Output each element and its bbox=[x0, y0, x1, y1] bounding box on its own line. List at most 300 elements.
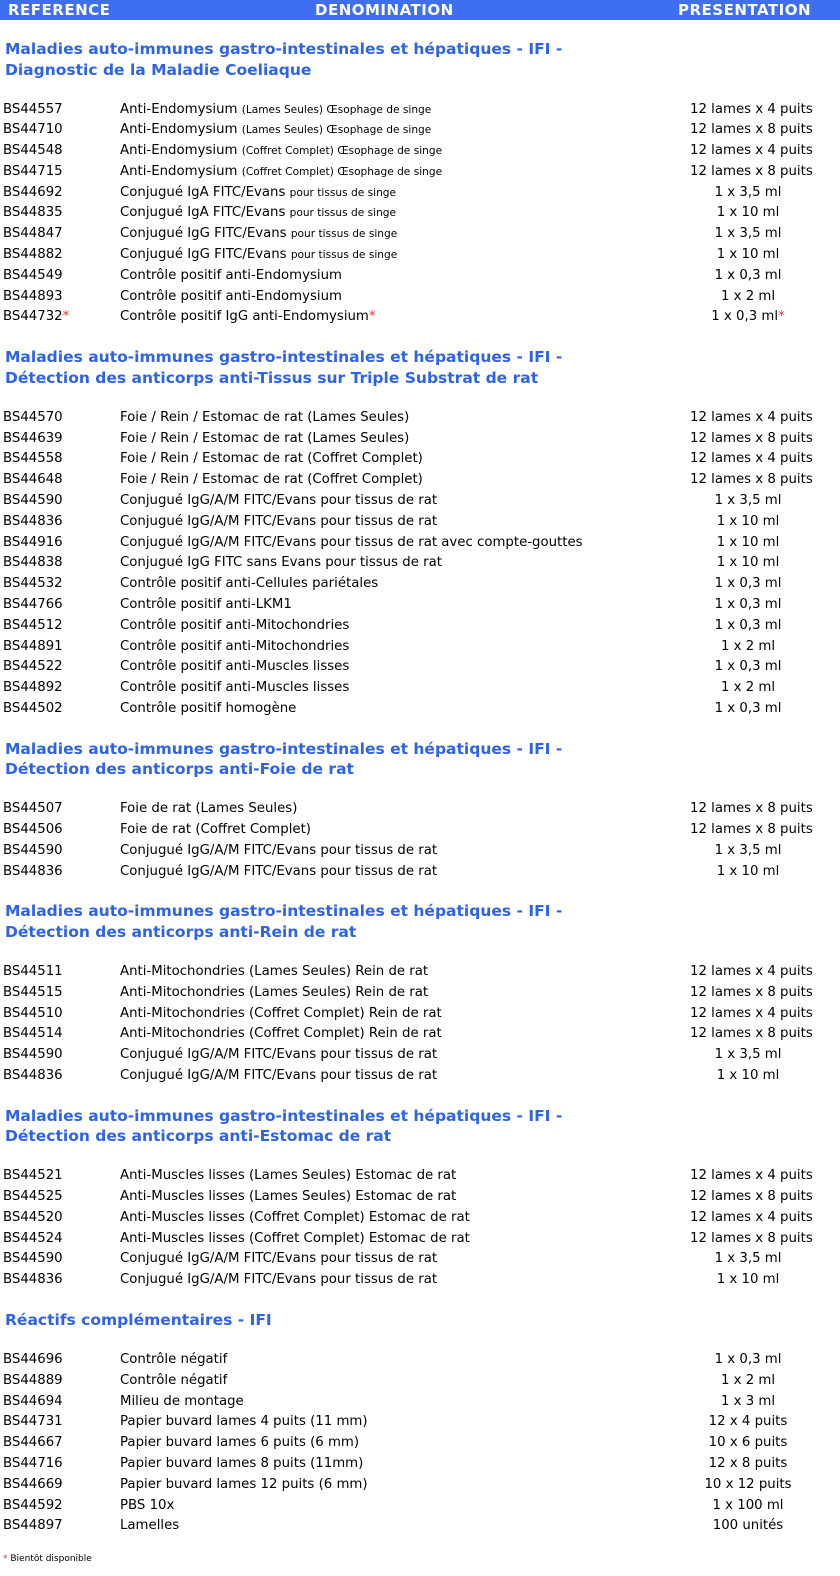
presentation-text: 1 x 10 ml bbox=[716, 534, 780, 550]
presentation-cell bbox=[690, 1475, 806, 1496]
reference-cell bbox=[3, 637, 63, 658]
denomination-text: Foie de rat (Coffret Complet) bbox=[120, 822, 311, 838]
section-title-line-1: Maladies auto-immunes gastro-intestinales et hépatiques - IFI - bbox=[5, 348, 563, 367]
denomination-text: Contrôle positif anti-Muscles lisses bbox=[120, 680, 350, 696]
presentation-text: 1 x 3,5 ml bbox=[714, 842, 782, 858]
denomination-cell bbox=[120, 1066, 437, 1087]
reference-code: BS44836 bbox=[3, 513, 63, 529]
section-title-line-2: Détection des anticorps anti-Foie de rat bbox=[5, 760, 354, 779]
reference-cell bbox=[3, 141, 63, 162]
presentation-cell bbox=[690, 307, 806, 328]
table-row bbox=[0, 574, 840, 595]
presentation-text: 1 x 0,3 ml bbox=[714, 617, 782, 633]
presentation-text: 1 x 3,5 ml bbox=[714, 492, 782, 508]
table-row bbox=[0, 141, 840, 162]
table-row bbox=[0, 429, 840, 450]
presentation-text: 1 x 0,3 ml bbox=[714, 576, 782, 592]
reference-code: BS44590 bbox=[3, 1251, 63, 1267]
reference-code: BS44893 bbox=[3, 288, 63, 304]
reference-code: BS44548 bbox=[3, 143, 63, 159]
reference-cell bbox=[3, 1045, 63, 1066]
presentation-text: 1 x 0,3 ml bbox=[711, 309, 779, 325]
presentation-cell bbox=[690, 1045, 806, 1066]
table-row bbox=[0, 1187, 840, 1208]
reference-cell bbox=[3, 1166, 63, 1187]
presentation-text: 12 lames x 4 puits bbox=[690, 143, 813, 159]
table-row bbox=[0, 533, 840, 554]
reference-code: BS44570 bbox=[3, 409, 63, 425]
table-row bbox=[0, 1350, 840, 1371]
reference-cell bbox=[3, 1371, 63, 1392]
presentation-text: 1 x 10 ml bbox=[716, 205, 780, 221]
presentation-cell bbox=[690, 595, 806, 616]
reference-cell bbox=[3, 799, 63, 820]
table-row bbox=[0, 245, 840, 266]
presentation-cell bbox=[690, 699, 806, 720]
reference-cell bbox=[3, 841, 63, 862]
reference-cell bbox=[3, 1475, 63, 1496]
presentation-text: 1 x 10 ml bbox=[716, 513, 780, 529]
presentation-text: 12 lames x 4 puits bbox=[690, 1209, 813, 1225]
presentation-cell bbox=[690, 1350, 806, 1371]
footnote-star: * bbox=[3, 1554, 8, 1564]
table-row bbox=[0, 962, 840, 983]
denomination-text: Contrôle positif anti-Endomysium bbox=[120, 267, 342, 283]
presentation-text: 1 x 10 ml bbox=[716, 1067, 780, 1083]
table-row bbox=[0, 1371, 840, 1392]
table-row bbox=[0, 657, 840, 678]
presentation-cell bbox=[690, 841, 806, 862]
table-row bbox=[0, 1475, 840, 1496]
reference-cell bbox=[3, 1454, 63, 1475]
reference-cell bbox=[3, 862, 63, 883]
reference-cell bbox=[3, 1024, 63, 1045]
product-list bbox=[0, 20, 840, 1537]
denomination-cell bbox=[120, 266, 342, 287]
reference-code: BS44715 bbox=[3, 163, 63, 179]
denomination-text: Conjugué IgG/A/M FITC/Evans pour tissus de rat bbox=[120, 1251, 438, 1267]
presentation-cell bbox=[690, 1024, 813, 1045]
presentation-text: 12 lames x 8 puits bbox=[690, 984, 813, 1000]
reference-code: BS44521 bbox=[3, 1168, 63, 1184]
presentation-cell bbox=[690, 1270, 806, 1291]
table-row bbox=[0, 1024, 840, 1045]
presentation-cell bbox=[690, 637, 806, 658]
table-row bbox=[0, 1392, 840, 1413]
reference-code: BS44731 bbox=[3, 1414, 63, 1430]
denomination-cell bbox=[120, 1412, 368, 1433]
presentation-cell bbox=[690, 553, 806, 574]
reference-cell bbox=[3, 512, 63, 533]
section-title-line-1: Maladies auto-immunes gastro-intestinales et hépatiques - IFI - bbox=[5, 40, 563, 58]
reference-cell bbox=[3, 657, 63, 678]
section-title-line-2: Détection des anticorps anti-Rein de rat bbox=[5, 922, 357, 941]
table-row bbox=[0, 470, 840, 491]
presentation-cell bbox=[690, 408, 813, 429]
denomination-cell bbox=[120, 449, 423, 470]
presentation-cell bbox=[690, 1454, 806, 1475]
denomination-cell bbox=[120, 699, 296, 720]
presentation-text: 1 x 2 ml bbox=[720, 288, 776, 304]
reference-cell bbox=[3, 678, 63, 699]
reference-cell bbox=[3, 470, 63, 491]
presentation-cell bbox=[690, 245, 806, 266]
presentation-cell bbox=[690, 1229, 813, 1250]
denomination-cell bbox=[120, 533, 583, 554]
denomination-cell bbox=[120, 1045, 437, 1066]
denomination-text: Contrôle positif IgG anti-Endomysium bbox=[120, 309, 369, 325]
presentation-text: 1 x 0,3 ml bbox=[714, 267, 782, 283]
presentation-cell bbox=[690, 678, 806, 699]
table-row bbox=[0, 820, 840, 841]
denomination-text: Contrôle négatif bbox=[120, 1372, 228, 1388]
reference-code: BS44558 bbox=[3, 451, 63, 467]
denomination-text: Conjugué IgG/A/M FITC/Evans pour tissus de rat bbox=[120, 1047, 438, 1063]
reference-code: BS44892 bbox=[3, 680, 63, 696]
reference-cell bbox=[3, 1066, 63, 1087]
reference-code: BS44667 bbox=[3, 1435, 63, 1451]
section-title bbox=[0, 1087, 840, 1147]
denomination-cell bbox=[120, 429, 409, 450]
reference-cell bbox=[3, 616, 63, 637]
table-row bbox=[0, 100, 840, 121]
denomination-cell bbox=[120, 862, 437, 883]
denomination-text: Contrôle positif anti-Mitochondries bbox=[120, 617, 350, 633]
denomination-text: Papier buvard lames 4 puits (11 mm) bbox=[120, 1414, 368, 1430]
section-title-line-2: Détection des anticorps anti-Tissus sur Triple Substrat de rat bbox=[5, 368, 539, 387]
table-row bbox=[0, 1004, 840, 1025]
presentation-text: 10 x 6 puits bbox=[708, 1435, 788, 1451]
denomination-text: Anti-Muscles lisses (Lames Seules) Estomac de rat bbox=[120, 1168, 457, 1184]
availability-star: * bbox=[368, 309, 376, 325]
presentation-cell bbox=[690, 1208, 813, 1229]
reference-code: BS44524 bbox=[3, 1230, 63, 1246]
section-title-line-2: Détection des anticorps anti-Estomac de rat bbox=[5, 1127, 392, 1146]
table-row bbox=[0, 408, 840, 429]
reference-code: BS44522 bbox=[3, 659, 63, 675]
presentation-cell bbox=[690, 820, 813, 841]
reference-code: BS44836 bbox=[3, 1067, 63, 1083]
denomination-cell bbox=[120, 1208, 470, 1229]
denomination-text: PBS 10x bbox=[120, 1497, 175, 1513]
denomination-text: Anti-Mitochondries (Coffret Complet) Rein de rat bbox=[120, 1005, 442, 1021]
denomination-text: Contrôle positif anti-Cellules pariétales bbox=[120, 576, 379, 592]
table-row bbox=[0, 799, 840, 820]
reference-code: BS44891 bbox=[3, 638, 63, 654]
table-row bbox=[0, 162, 840, 183]
reference-code: BS44549 bbox=[3, 267, 63, 283]
reference-cell bbox=[3, 533, 63, 554]
availability-star: * bbox=[62, 309, 70, 325]
denomination-detail: (Lames Seules) Œsophage de singe bbox=[241, 124, 432, 137]
reference-cell bbox=[3, 1187, 63, 1208]
reference-code: BS44510 bbox=[3, 1005, 63, 1021]
presentation-cell bbox=[690, 1249, 806, 1270]
presentation-text: 1 x 100 ml bbox=[712, 1497, 784, 1513]
denomination-cell bbox=[120, 1475, 368, 1496]
denomination-text: Anti-Mitochondries (Lames Seules) Rein de rat bbox=[120, 963, 429, 979]
reference-cell bbox=[3, 120, 63, 141]
denomination-text: Conjugué IgG/A/M FITC/Evans pour tissus de rat bbox=[120, 863, 438, 879]
section-title-line-1: Maladies auto-immunes gastro-intestinales et hépatiques - IFI - bbox=[5, 739, 563, 758]
table-row bbox=[0, 616, 840, 637]
presentation-cell bbox=[690, 512, 806, 533]
reference-cell bbox=[3, 553, 63, 574]
reference-code: BS44836 bbox=[3, 863, 63, 879]
reference-code: BS44592 bbox=[3, 1497, 63, 1513]
denomination-detail: (Lames Seules) Œsophage de singe bbox=[241, 103, 432, 116]
denomination-cell bbox=[120, 120, 431, 141]
denomination-cell bbox=[120, 799, 297, 820]
footnote bbox=[3, 1553, 92, 1565]
reference-code: BS44511 bbox=[3, 963, 63, 979]
product-section bbox=[0, 1291, 840, 1537]
presentation-text: 1 x 0,3 ml bbox=[714, 700, 782, 716]
denomination-text: Contrôle positif anti-Endomysium bbox=[120, 288, 342, 304]
product-section bbox=[0, 328, 840, 719]
reference-cell bbox=[3, 429, 63, 450]
reference-code: BS44507 bbox=[3, 801, 63, 817]
denomination-cell bbox=[120, 491, 437, 512]
presentation-text: 12 lames x 8 puits bbox=[690, 472, 813, 488]
table-row bbox=[0, 307, 840, 328]
presentation-text: 12 lames x 8 puits bbox=[690, 122, 813, 138]
reference-cell bbox=[3, 1433, 63, 1454]
table-header-bar bbox=[0, 0, 840, 20]
reference-code: BS44766 bbox=[3, 596, 63, 612]
reference-cell bbox=[3, 962, 63, 983]
presentation-text: 1 x 2 ml bbox=[720, 638, 776, 654]
presentation-cell bbox=[690, 1412, 806, 1433]
denomination-text: Anti-Endomysium bbox=[120, 163, 238, 179]
reference-cell bbox=[3, 983, 63, 1004]
table-row bbox=[0, 449, 840, 470]
reference-cell bbox=[3, 1004, 63, 1025]
denomination-text: Milieu de montage bbox=[120, 1393, 244, 1409]
reference-cell bbox=[3, 1496, 63, 1517]
denomination-text: Foie de rat (Lames Seules) bbox=[120, 801, 298, 817]
denomination-text: Anti-Muscles lisses (Coffret Complet) Estomac de rat bbox=[120, 1209, 470, 1225]
table-row bbox=[0, 1066, 840, 1087]
table-row bbox=[0, 512, 840, 533]
denomination-cell bbox=[120, 470, 423, 491]
presentation-cell bbox=[690, 1433, 806, 1454]
denomination-cell bbox=[120, 595, 292, 616]
table-row bbox=[0, 203, 840, 224]
reference-code: BS44525 bbox=[3, 1188, 63, 1204]
table-row bbox=[0, 1045, 840, 1066]
reference-cell bbox=[3, 287, 63, 308]
presentation-cell bbox=[690, 429, 813, 450]
presentation-cell bbox=[690, 1066, 806, 1087]
presentation-text: 1 x 0,3 ml bbox=[714, 596, 782, 612]
presentation-text: 12 lames x 4 puits bbox=[690, 101, 813, 117]
presentation-text: 1 x 2 ml bbox=[720, 680, 776, 696]
column-header-denomination: DENOMINATION bbox=[315, 1, 454, 19]
section-title bbox=[0, 1291, 840, 1331]
denomination-text: Foie / Rein / Estomac de rat (Coffret Complet) bbox=[120, 472, 423, 488]
denomination-cell bbox=[120, 1392, 244, 1413]
denomination-text: Anti-Endomysium bbox=[120, 101, 238, 117]
column-header-reference: REFERENCE bbox=[8, 1, 111, 19]
presentation-text: 1 x 3,5 ml bbox=[714, 226, 782, 242]
reference-code: BS44532 bbox=[3, 576, 63, 592]
table-row bbox=[0, 862, 840, 883]
denomination-cell bbox=[120, 183, 396, 204]
presentation-text: 1 x 2 ml bbox=[720, 1372, 776, 1388]
presentation-cell bbox=[690, 616, 806, 637]
reference-code: BS44506 bbox=[3, 822, 63, 838]
reference-cell bbox=[3, 574, 63, 595]
section-title-line-2: Diagnostic de la Maladie Coeliaque bbox=[5, 60, 312, 79]
denomination-text: Conjugué IgG/A/M FITC/Evans pour tissus de rat bbox=[120, 513, 438, 529]
denomination-text: Lamelles bbox=[120, 1518, 180, 1534]
presentation-text: 12 lames x 4 puits bbox=[690, 1005, 813, 1021]
table-row bbox=[0, 553, 840, 574]
denomination-text: Conjugué IgG/A/M FITC/Evans pour tissus de rat bbox=[120, 492, 438, 508]
table-row bbox=[0, 120, 840, 141]
presentation-text: 1 x 3,5 ml bbox=[714, 1251, 782, 1267]
reference-code: BS44897 bbox=[3, 1518, 63, 1534]
reference-code: BS44639 bbox=[3, 430, 63, 446]
reference-cell bbox=[3, 408, 63, 429]
presentation-cell bbox=[690, 1496, 806, 1517]
denomination-text: Conjugué IgA FITC/Evans bbox=[120, 205, 286, 221]
presentation-text: 12 lames x 4 puits bbox=[690, 963, 813, 979]
denomination-detail: pour tissus de singe bbox=[290, 249, 398, 262]
section-title bbox=[0, 20, 840, 80]
reference-code: BS44847 bbox=[3, 226, 63, 242]
presentation-text: 1 x 3 ml bbox=[720, 1393, 776, 1409]
denomination-text: Foie / Rein / Estomac de rat (Lames Seules) bbox=[120, 430, 410, 446]
denomination-text: Conjugué IgG/A/M FITC/Evans pour tissus de rat bbox=[120, 1272, 438, 1288]
reference-cell bbox=[3, 100, 63, 121]
denomination-text: Contrôle positif anti-LKM1 bbox=[120, 596, 292, 612]
reference-code: BS44590 bbox=[3, 1047, 63, 1063]
reference-cell bbox=[3, 1516, 63, 1537]
reference-code: BS44648 bbox=[3, 472, 63, 488]
reference-cell bbox=[3, 1270, 63, 1291]
denomination-text: Conjugué IgG FITC/Evans bbox=[120, 247, 287, 263]
denomination-cell bbox=[120, 1454, 363, 1475]
denomination-cell bbox=[120, 203, 396, 224]
table-row bbox=[0, 1516, 840, 1537]
denomination-cell bbox=[120, 307, 376, 328]
denomination-text: Anti-Endomysium bbox=[120, 143, 238, 159]
section-title bbox=[0, 720, 840, 780]
presentation-cell bbox=[690, 266, 806, 287]
denomination-cell bbox=[120, 245, 397, 266]
table-row bbox=[0, 287, 840, 308]
reference-cell bbox=[3, 224, 63, 245]
presentation-cell bbox=[690, 287, 806, 308]
presentation-cell bbox=[690, 449, 813, 470]
reference-code: BS44916 bbox=[3, 534, 63, 550]
denomination-cell bbox=[120, 678, 349, 699]
denomination-cell bbox=[120, 1496, 174, 1517]
denomination-cell bbox=[120, 287, 342, 308]
denomination-text: Contrôle positif homogène bbox=[120, 700, 297, 716]
denomination-detail: pour tissus de singe bbox=[289, 207, 397, 220]
presentation-text: 1 x 3,5 ml bbox=[714, 1047, 782, 1063]
presentation-text: 1 x 0,3 ml bbox=[714, 1351, 782, 1367]
presentation-text: 1 x 0,3 ml bbox=[714, 659, 782, 675]
denomination-cell bbox=[120, 1350, 227, 1371]
denomination-cell bbox=[120, 408, 409, 429]
presentation-text: 1 x 10 ml bbox=[716, 1272, 780, 1288]
reference-cell bbox=[3, 699, 63, 720]
reference-code: BS44838 bbox=[3, 555, 63, 571]
presentation-text: 1 x 10 ml bbox=[716, 555, 780, 571]
denomination-cell bbox=[120, 1187, 456, 1208]
column-header-presentation: PRESENTATION bbox=[678, 1, 812, 19]
presentation-cell bbox=[690, 183, 806, 204]
reference-code: BS44557 bbox=[3, 101, 63, 117]
footnote-text: Bientôt disponible bbox=[10, 1554, 92, 1564]
presentation-cell bbox=[690, 1187, 813, 1208]
presentation-text: 12 lames x 8 puits bbox=[690, 822, 813, 838]
presentation-text: 1 x 10 ml bbox=[716, 863, 780, 879]
reference-cell bbox=[3, 183, 63, 204]
presentation-cell bbox=[690, 141, 813, 162]
denomination-cell bbox=[120, 1249, 437, 1270]
table-row bbox=[0, 266, 840, 287]
denomination-cell bbox=[120, 1004, 442, 1025]
table-row bbox=[0, 699, 840, 720]
presentation-text: 12 lames x 4 puits bbox=[690, 1168, 813, 1184]
denomination-cell bbox=[120, 553, 442, 574]
reference-cell bbox=[3, 307, 69, 328]
presentation-text: 12 lames x 8 puits bbox=[690, 163, 813, 179]
denomination-cell bbox=[120, 141, 442, 162]
denomination-cell bbox=[120, 820, 311, 841]
denomination-cell bbox=[120, 637, 349, 658]
denomination-text: Anti-Muscles lisses (Coffret Complet) Estomac de rat bbox=[120, 1230, 470, 1246]
presentation-cell bbox=[690, 1166, 813, 1187]
presentation-cell bbox=[690, 1516, 806, 1537]
reference-code: BS44692 bbox=[3, 184, 63, 200]
table-row bbox=[0, 1496, 840, 1517]
presentation-cell bbox=[690, 162, 813, 183]
availability-star: * bbox=[778, 309, 785, 325]
presentation-text: 12 x 4 puits bbox=[708, 1414, 788, 1430]
reference-code: BS44514 bbox=[3, 1026, 63, 1042]
reference-cell bbox=[3, 1249, 63, 1270]
denomination-text: Conjugué IgG/A/M FITC/Evans pour tissus de rat bbox=[120, 842, 438, 858]
denomination-cell bbox=[120, 962, 428, 983]
table-row bbox=[0, 224, 840, 245]
presentation-cell bbox=[690, 1392, 806, 1413]
section-title-line-1: Maladies auto-immunes gastro-intestinales et hépatiques - IFI - bbox=[5, 902, 563, 921]
presentation-text: 10 x 12 puits bbox=[704, 1476, 792, 1492]
presentation-text: 100 unités bbox=[712, 1518, 784, 1534]
presentation-cell bbox=[690, 574, 806, 595]
denomination-text: Anti-Endomysium bbox=[120, 122, 238, 138]
reference-code: BS44590 bbox=[3, 492, 63, 508]
presentation-cell bbox=[690, 224, 806, 245]
reference-cell bbox=[3, 245, 63, 266]
reference-code: BS44502 bbox=[3, 700, 63, 716]
reference-code: BS44512 bbox=[3, 617, 63, 633]
reference-code: BS44590 bbox=[3, 842, 63, 858]
reference-code: BS44732 bbox=[3, 309, 63, 325]
presentation-cell bbox=[690, 100, 813, 121]
presentation-cell bbox=[690, 1004, 813, 1025]
presentation-cell bbox=[690, 120, 813, 141]
denomination-detail: (Coffret Complet) Œsophage de singe bbox=[241, 165, 443, 178]
reference-cell bbox=[3, 595, 63, 616]
section-title bbox=[0, 328, 840, 388]
